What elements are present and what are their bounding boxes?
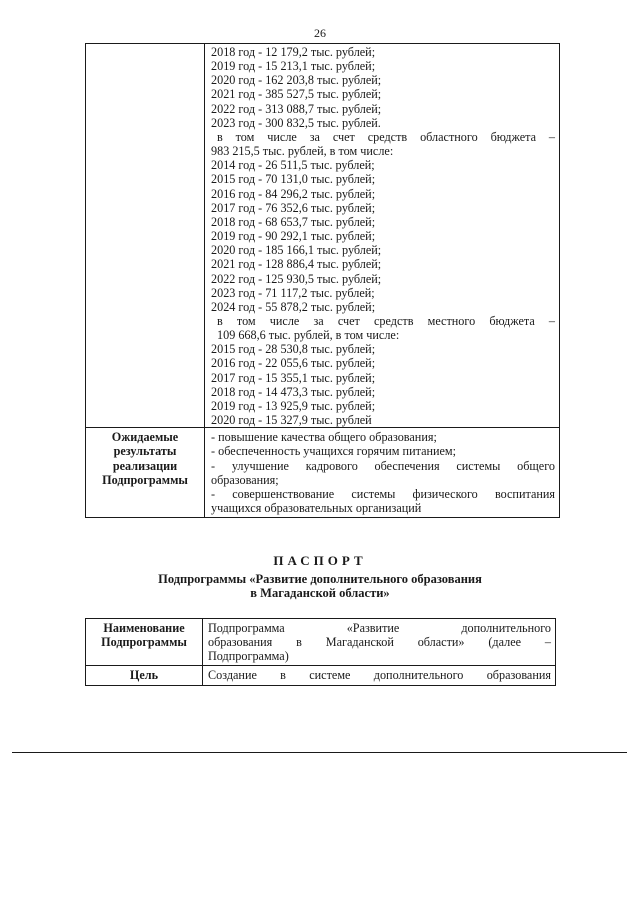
goal-label: Цель [86, 666, 203, 685]
result-item: - обеспеченность учащихся горячим питанием; [211, 444, 457, 459]
budget-year-line: 2017 год - 76 352,6 тыс. рублей; [211, 200, 376, 215]
funding-content-cell [205, 44, 560, 428]
budget-year-line: 2019 год - 90 292,1 тыс. рублей; [211, 229, 376, 244]
passport-subtitle-line: в Магаданской области» [250, 586, 390, 600]
budget-year-line: 2015 год - 70 131,0 тыс. рублей; [211, 172, 376, 187]
local-total-line: 109 668,6 тыс. рублей, в том числе: [217, 328, 400, 343]
subprogram-goal-row [86, 666, 556, 685]
results-row [86, 428, 560, 518]
budget-year-line: 2020 год - 15 327,9 тыс. рублей [211, 413, 372, 428]
budget-year-line: 2018 год - 12 179,2 тыс. рублей; [211, 45, 376, 59]
budget-year-line: 2023 год - 71 117,2 тыс. рублей; [211, 285, 375, 300]
budget-year-line: 2014 год - 26 511,5 тыс. рублей; [211, 158, 375, 173]
results-label-line: результаты [113, 444, 177, 459]
value-line: Подпрограмма «Развитие дополнительного [208, 621, 551, 635]
results-content [205, 428, 560, 518]
result-item-continued: образования; [211, 472, 279, 487]
page-number: 26 [314, 26, 326, 40]
label-line: Наименование [103, 621, 185, 635]
local-budget-years [211, 342, 555, 427]
results-label [86, 428, 205, 518]
results-label-line: Ожидаемые [111, 430, 179, 445]
budget-year-line: 2018 год - 14 473,3 тыс. рублей; [211, 384, 376, 399]
budget-year-line: 2016 год - 22 055,6 тыс. рублей; [211, 356, 376, 371]
regional-intro-line: в том числе за счет средств областного бюджета – [217, 129, 555, 144]
subprogram-table [85, 618, 556, 686]
budget-year-line: 2022 год - 125 930,5 тыс. рублей; [211, 271, 382, 286]
subprogram-name-value [203, 619, 556, 666]
passport-title: ПАСПОРТ [273, 553, 367, 568]
budget-year-line: 2019 год - 13 925,9 тыс. рублей; [211, 398, 376, 413]
budget-year-line: 2019 год - 15 213,1 тыс. рублей; [211, 59, 376, 74]
budget-year-line: 2021 год - 385 527,5 тыс. рублей; [211, 87, 382, 102]
budget-year-line: 2022 год - 313 088,7 тыс. рублей; [211, 101, 382, 116]
budget-year-line: 2023 год - 300 832,5 тыс. рублей. [211, 115, 381, 130]
regional-budget-years [211, 158, 555, 314]
funding-row [86, 44, 560, 428]
budget-year-line: 2017 год - 15 355,1 тыс. рублей; [211, 370, 376, 385]
budget-year-line: 2016 год - 84 296,2 тыс. рублей; [211, 186, 376, 201]
budget-year-line: 2015 год - 28 530,8 тыс. рублей; [211, 342, 376, 357]
value-line: Создание в системе дополнительного образования [208, 668, 551, 683]
result-item: - совершенствование системы физического воспитания [211, 486, 555, 501]
results-label-line: Подпрограммы [102, 472, 188, 487]
page-bottom-rule [12, 752, 627, 753]
subprogram-name-label [86, 619, 203, 666]
value-line: Подпрограмма) [208, 649, 289, 664]
regional-total-line: 983 215,5 тыс. рублей, в том числе: [211, 144, 394, 159]
funding-total-years [211, 45, 555, 130]
budget-year-line: 2024 год - 55 878,2 тыс. рублей; [211, 299, 376, 314]
passport-subtitle [120, 572, 520, 600]
budget-year-line: 2018 год - 68 653,7 тыс. рублей; [211, 214, 376, 229]
value-line: образования в Магаданской области» (далее – [208, 635, 551, 650]
result-item: - улучшение кадрового обеспечения системы общего [211, 458, 555, 473]
results-label-line: реализации [112, 458, 178, 473]
budget-year-line: 2020 год - 162 203,8 тыс. рублей; [211, 73, 382, 88]
goal-value [203, 666, 556, 685]
funding-label-cell [86, 44, 205, 428]
local-intro-line: в том числе за счет средств местного бюджета – [217, 313, 555, 328]
passport-subtitle-line: Подпрограммы «Развитие дополнительного образования [158, 572, 482, 586]
result-item-continued: учащихся образовательных организаций [211, 501, 422, 515]
budget-year-line: 2021 год - 128 886,4 тыс. рублей; [211, 257, 382, 272]
funding-table [85, 43, 560, 518]
budget-year-line: 2020 год - 185 166,1 тыс. рублей; [211, 243, 382, 258]
subprogram-name-row [86, 619, 556, 666]
result-item: - повышение качества общего образования; [211, 430, 437, 445]
label-line: Подпрограммы [101, 635, 187, 650]
